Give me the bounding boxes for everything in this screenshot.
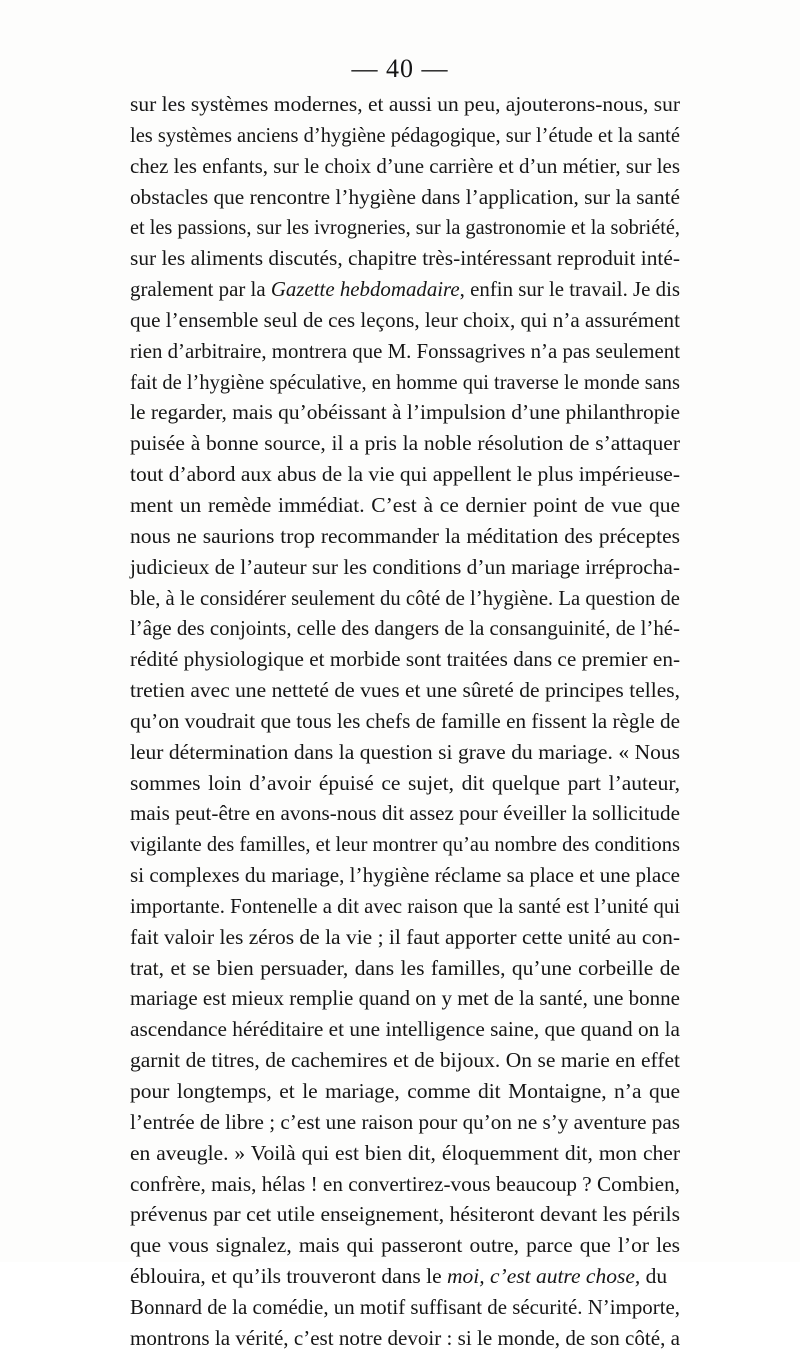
text-line: ascendance héréditaire et une intelligence saine, que quand on la (130, 1017, 681, 1042)
text-line: fait de l’hygiène spéculative, en homme qui traverse le monde sans (130, 369, 681, 394)
text-line: qu’on voudrait que tous les chefs de famille en fissent la règle de (130, 708, 680, 733)
text-line: en aveugle. » Voilà qui est bien dit, éloquemment dit, mon cher (130, 1140, 680, 1165)
text-line: pour longtemps, et le mariage, comme dit Montaigne, n’a que (130, 1079, 680, 1103)
text-line: importante. Fontenelle a dit avec raison que la santé est l’unité qui (130, 893, 681, 918)
text-line: si complexes du mariage, l’hygiène réclame sa place et une place (130, 863, 681, 888)
text-line: trat, et se bien persuader, dans les familles, qu’une corbeille de (130, 955, 680, 980)
text-line: rien d’arbitraire, montrera que M. Fonssagrives n’a pas seulement (130, 338, 681, 363)
text-line: tretien avec une netteté de vues et une sûreté de principes telles, (130, 678, 680, 703)
text-line: ment un remède immédiat. C’est à ce dernier point de vue que (130, 492, 680, 517)
text-line: prévenus par cet utile enseignement, hésiteront devant les périls (130, 1202, 680, 1227)
text-line: montrons la vérité, c’est notre devoir : si le monde, de son côté, a (130, 1325, 681, 1350)
text-line: l’âge des conjoints, celle des dangers de la consanguinité, de l’hé- (130, 616, 680, 641)
text-line: les systèmes anciens d’hygiène pédagogique, sur l’étude et la santé (130, 122, 680, 147)
text-line (130, 274, 680, 305)
text-line: fait valoir les zéros de la vie ; il faut apporter cette unité au con- (130, 924, 681, 949)
body-text (130, 89, 680, 1354)
text-line: chez les enfants, sur le choix d’une carrière et d’un métier, sur les (130, 153, 681, 178)
text-line: obstacles que rencontre l’hygiène dans l’application, sur la santé (130, 184, 681, 209)
text-line: nous ne saurions trop recommander la méditation des préceptes (130, 523, 680, 548)
text-segment: éblouira, et qu’ils trouveront dans le (130, 1264, 448, 1289)
text-line: garnit de titres, de cachemires et de bijoux. On se marie en effet (130, 1048, 680, 1073)
text-line: Bonnard de la comédie, un motif suffisant de sécurité. N’importe, (130, 1294, 681, 1319)
text-line: sommes loin d’avoir épuisé ce sujet, dit quelque part l’auteur, (130, 770, 680, 795)
text-line: rédité physiologique et morbide sont traitées dans ce premier en- (130, 647, 681, 672)
text-line: sur les aliments discutés, chapitre très-intéressant reproduit inté- (130, 246, 680, 271)
text-line: le regarder, mais qu’obéissant à l’impulsion d’une philanthropie (130, 400, 681, 425)
text-line: tout d’abord aux abus de la vie qui appellent le plus impérieuse- (130, 462, 680, 487)
text-line (130, 1261, 680, 1292)
text-line: puisée à bonne source, il a pris la noble résolution de s’attaquer (130, 431, 680, 456)
text-segment: du (640, 1264, 668, 1289)
italic-segment: Gazette hebdomadaire (270, 277, 460, 302)
text-line: vigilante des familles, et leur montrer qu’au nombre des conditions (130, 832, 681, 857)
text-segment: gralement par la (130, 277, 271, 302)
text-line: l’entrée de libre ; c’est une raison pour qu’on ne s’y aventure pas (130, 1109, 681, 1134)
text-line: que vous signalez, mais qui passeront outre, parce que l’or les (130, 1233, 680, 1258)
text-line: confrère, mais, hélas ! en convertirez-vous beaucoup ? Combien, (130, 1171, 680, 1196)
text-line: judicieux de l’auteur sur les conditions d’un mariage irréprocha- (130, 554, 680, 579)
text-line: sur les systèmes modernes, et aussi un peu, ajouterons-nous, sur (130, 92, 681, 116)
text-line: ble, à le considérer seulement du côté de l’hygiène. La question de (130, 585, 680, 610)
text-line: que l’ensemble seul de ces leçons, leur choix, qui n’a assurément (130, 307, 680, 332)
text-line: et les passions, sur les ivrogneries, sur la gastronomie et la sobriété, (130, 215, 680, 240)
text-segment: , enfin sur le travail. Je dis (459, 277, 680, 302)
text-line: mais peut-être en avons-nous dit assez pour éveiller la sollicitude (130, 801, 680, 826)
page-number: — 40 — (351, 54, 449, 83)
text-line: mariage est mieux remplie quand on y met de la santé, une bonne (130, 986, 680, 1011)
italic-segment: moi, c’est autre chose, (447, 1264, 641, 1289)
text-line: leur détermination dans la question si grave du mariage. « Nous (130, 739, 680, 764)
